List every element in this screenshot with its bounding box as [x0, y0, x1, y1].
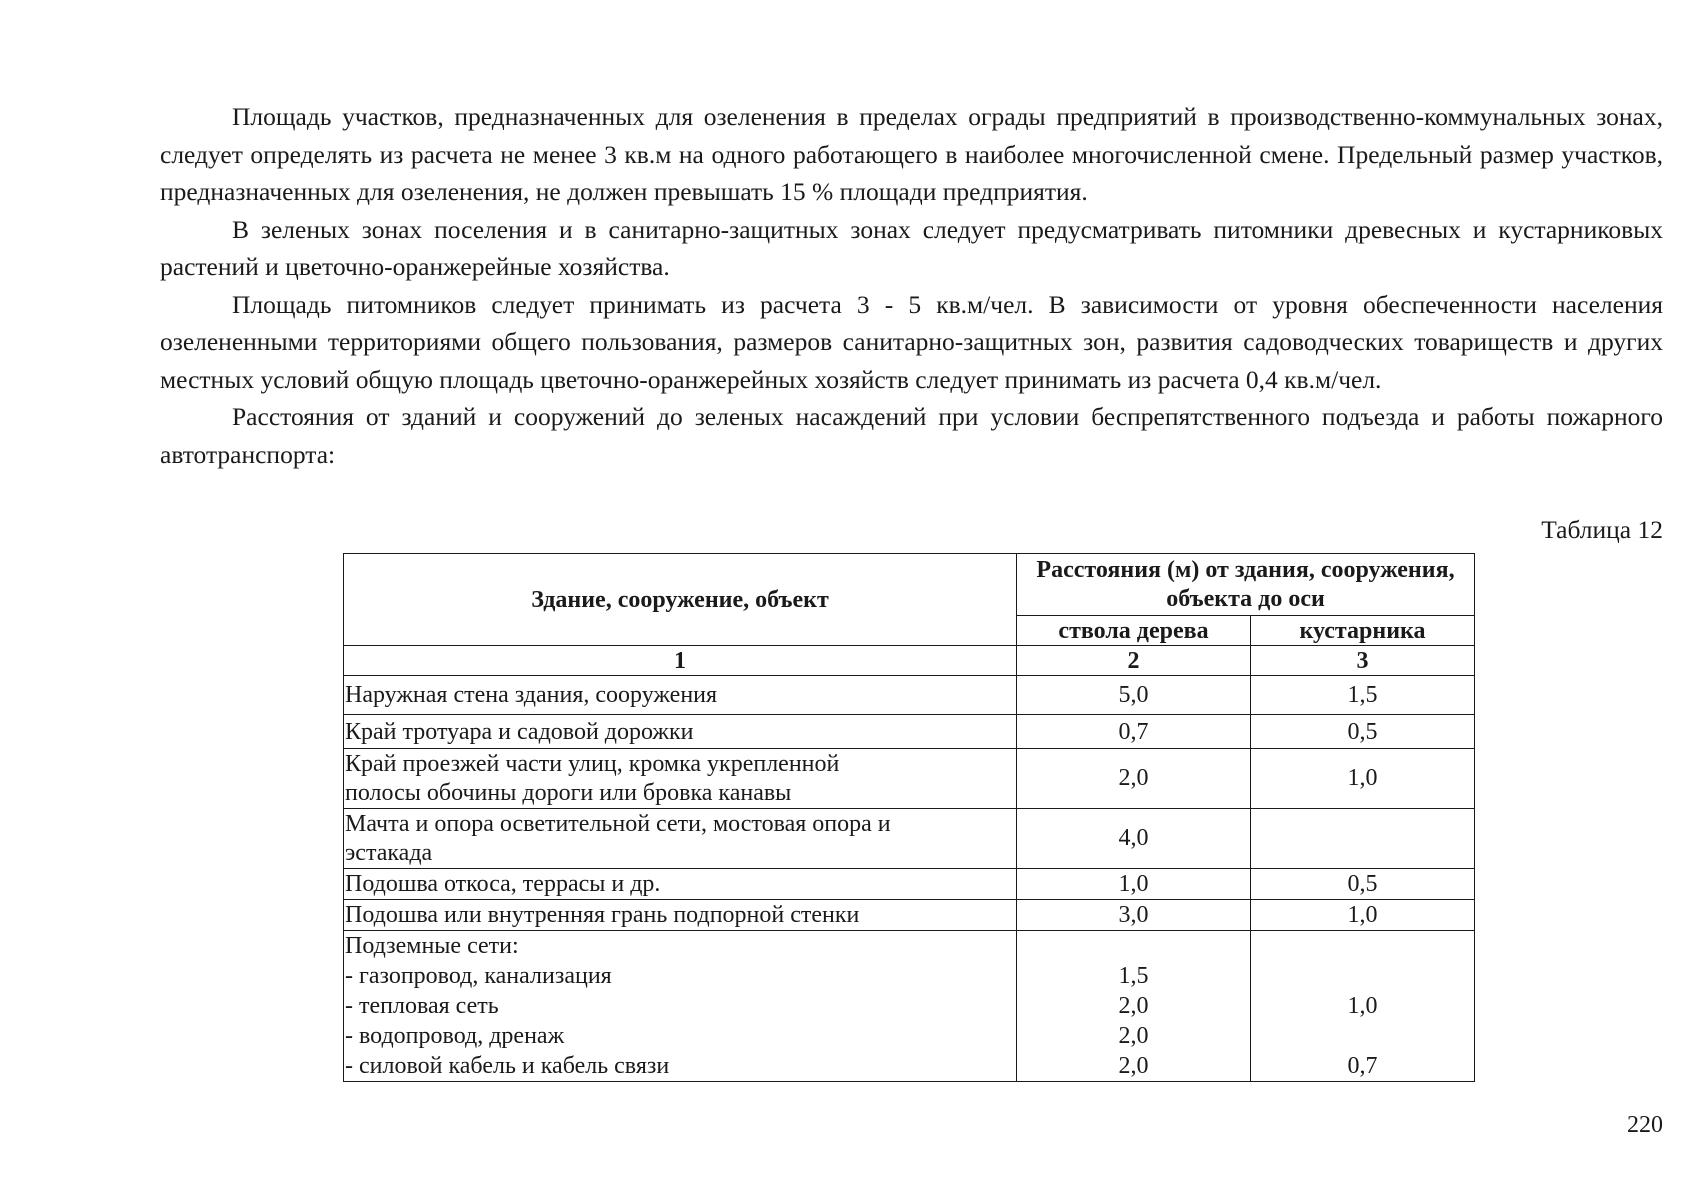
row-object: Наружная стена здания, сооружения: [344, 676, 1017, 715]
paragraph: В зеленых зонах поселения и в санитарно-защитных зонах следует предусматривать питомники древесных и кустарниковых растений и цветочно-оранжерейные хозяйства.: [160, 214, 1663, 281]
row-shrub-distance: 1,5: [1251, 676, 1475, 715]
table-caption: Таблица 12: [1541, 515, 1663, 544]
header-distance: Расстояния (м) от здания, сооружения, объекта до оси: [1017, 554, 1475, 616]
row-shrub-distance: 0,5: [1251, 869, 1475, 900]
column-number: 3: [1251, 646, 1475, 676]
paragraph: Площадь участков, предназначенных для озеленения в пределах ограды предприятий в производственно-коммунальных зонах, следует определять из расчета не менее 3 кв.м на одного работающего в наиболее многочисленной смене. Предельный размер участков, предназначенных для озеленения, не должен превышать 15 % площади предприятия.: [160, 102, 1663, 206]
distance-table: [343, 553, 1475, 1082]
row-tree-distance: 4,0: [1017, 809, 1251, 869]
row-shrub-distance: 1,0: [1251, 900, 1475, 931]
row-shrub-distance: 0,5: [1251, 715, 1475, 749]
row-shrub-distance: 1,0: [1251, 749, 1475, 809]
row-object: Подошва откоса, террасы и др.: [344, 869, 1017, 900]
row-tree-distance: 3,0: [1017, 900, 1251, 931]
header-object: Здание, сооружение, объект: [344, 554, 1017, 646]
row-object: Край тротуара и садовой дорожки: [344, 715, 1017, 749]
page-number: 220: [1627, 1112, 1663, 1138]
row-object: Край проезжей части улиц, кромка укрепленной полосы обочины дороги или бровка канавы: [344, 749, 1017, 809]
row-tree-distance: 2,0: [1017, 749, 1251, 809]
row-tree-distance: 1,0: [1017, 869, 1251, 900]
row-object: Подошва или внутренняя грань подпорной стенки: [344, 900, 1017, 931]
header-tree: ствола дерева: [1017, 616, 1251, 646]
table-row: [344, 676, 1475, 715]
header-shrub: кустарника: [1251, 616, 1475, 646]
paragraph: Расстояния от зданий и сооружений до зеленых насаждений при условии беспрепятственного подъезда и работы пожарного автотранспорта:: [160, 402, 1663, 469]
row-shrub-distance: 1,0 0,7: [1251, 931, 1475, 1082]
row-shrub-distance: [1251, 809, 1475, 869]
column-number: 2: [1017, 646, 1251, 676]
table-row: [344, 869, 1475, 900]
row-tree-distance: 0,7: [1017, 715, 1251, 749]
table-header-row: [344, 554, 1475, 616]
column-number-row: [344, 646, 1475, 676]
table-row: [344, 931, 1475, 1082]
table-row: [344, 809, 1475, 869]
column-number: 1: [344, 646, 1017, 676]
row-tree-distance: 5,0: [1017, 676, 1251, 715]
row-object: Мачта и опора осветительной сети, мостовая опора и эстакада: [344, 809, 1017, 869]
table-row: [344, 900, 1475, 931]
paragraph: Площадь питомников следует принимать из расчета 3 - 5 кв.м/чел. В зависимости от уровня обеспеченности населения озелененными территориями общего пользования, размеров санитарно-защитных зон, развития садоводческих товариществ и других местных условий общую площадь цветочно-оранжерейных хозяйств следует принимать из расчета 0,4 кв.м/чел.: [160, 289, 1663, 394]
row-object: Подземные сети: - газопровод, канализация - тепловая сеть - водопровод, дренаж - силовой кабель и кабель связи: [344, 931, 1017, 1082]
table-row: [344, 749, 1475, 809]
table-row: [344, 715, 1475, 749]
body-text: [160, 98, 1663, 473]
row-tree-distance: 1,5 2,0 2,0 2,0: [1017, 931, 1251, 1082]
